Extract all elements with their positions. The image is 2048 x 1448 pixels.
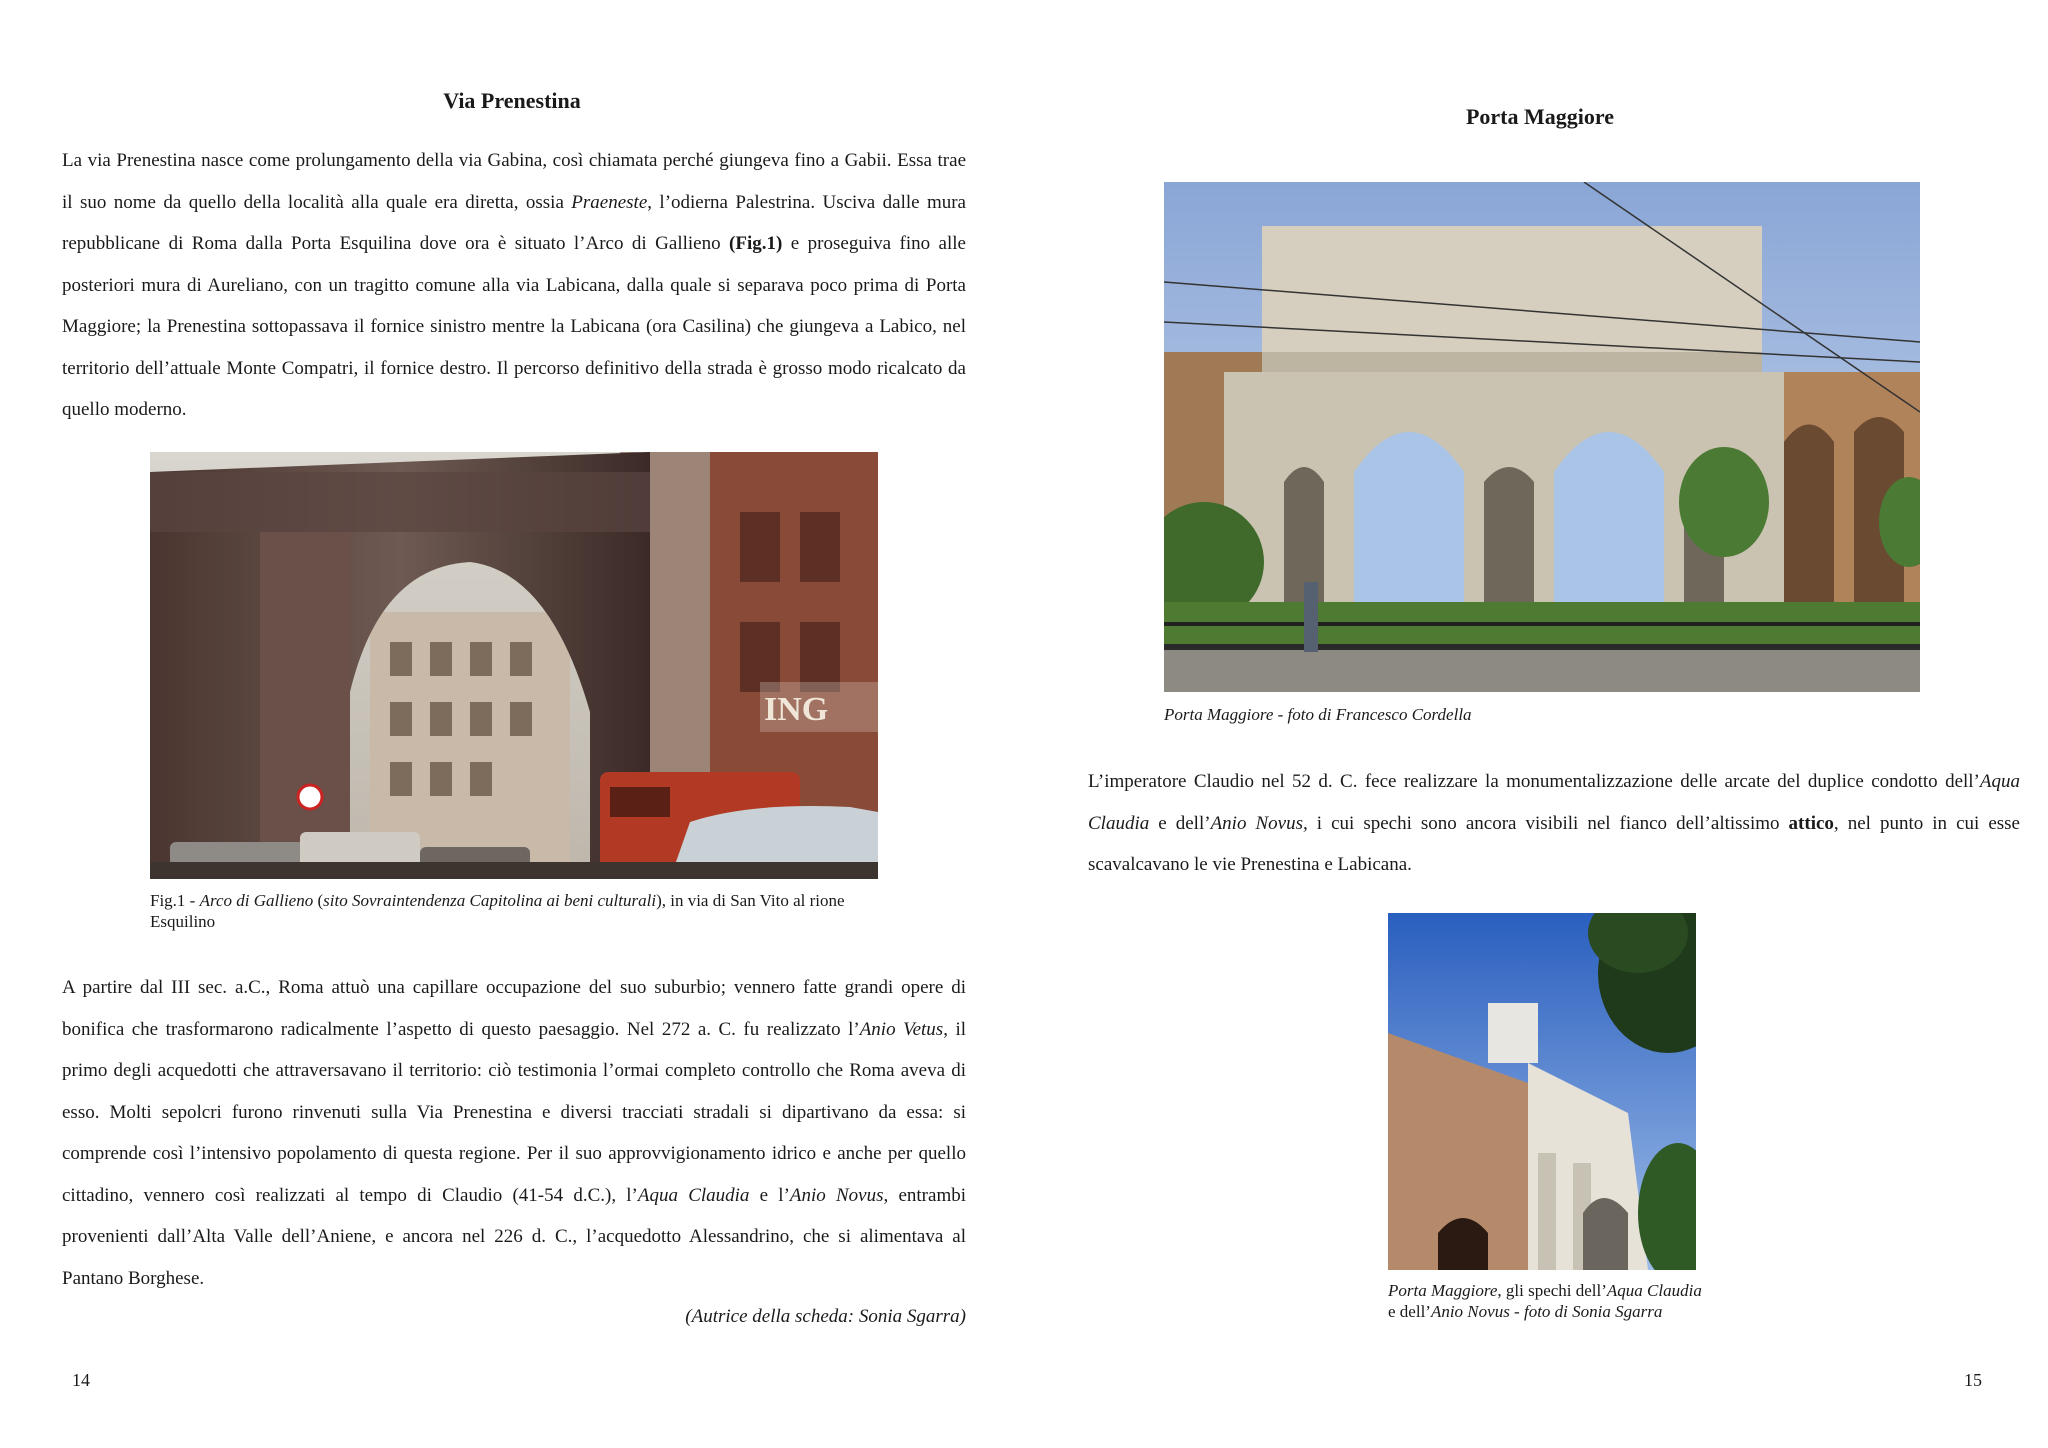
history-paragraph: A partire dal III sec. a.C., Roma attuò una capillare occupazione del suo suburbio; vennero fatte grandi opere di bonifica che trasformarono radicalmente l’aspetto di questo paesaggio. Nel 272 a. C. fu realizzato l’Anio Vetus, il primo degli acquedotti che attraversavano il territorio: ciò testimonia l’ormai completo controllo che Roma aveva di esso. Molti sepolcri furono rinvenuti sulla Via Prenestina e diversi tracciati stradali si dipartivano da essa: si comprende così l’intensivo popolamento di questa regione. Per il suo approvvigionamento idrico e anche per quello cittadino, vennero così realizzati al tempo di Claudio (41-54 d.C.), l’Aqua Claudia e l’Anio Novus, entrambi provenienti dall’Alta Valle dell’Aniene, e ancora nel 226 d. C., l’acquedotto Alessandrino, che si alimentava al Pantano Borghese. [62,977,967,1289]
claudio-paragraph: L’imperatore Claudio nel 52 d. C. fece realizzare la monumentalizzazione delle arcate del duplice condotto dell’Aqua Claudia e dell’Anio Novus, i cui spechi sono ancora visibili nel fianco dell’altissimo attico, nel punto in cui esse scavalcavano le vie Prenestina e Labicana. [1088,771,2020,875]
page-number-right: 15 [1964,1370,1982,1390]
right-page [1024,0,2048,1448]
arco-di-gallieno-photo [150,452,878,879]
fig1-caption: Fig.1 - Arco di Gallieno (sito Sovraintendenza Capitolina ai beni culturali), in via di San Vito al rione Esquilino [150,891,845,931]
photo1-caption: Porta Maggiore - foto di Francesco Cordella [1164,705,1472,724]
fig1-sign-text: ING [764,691,829,728]
author-signature: (Autrice della scheda: Sonia Sgarra) [685,1306,966,1327]
page-number-left: 14 [72,1370,90,1390]
photo2-caption: Porta Maggiore, gli spechi dell’Aqua Claudia e dell’Anio Novus - foto di Sonia Sgarra [1388,1281,1702,1321]
page-title: Via Prenestina [443,88,581,113]
page-title: Porta Maggiore [1465,104,1615,129]
porta-maggiore-spechi-photo [1388,913,1696,1270]
intro-paragraph: La via Prenestina nasce come prolungamento della via Gabina, così chiamata perché giungeva fino a Gabii. Essa trae il suo nome da quello della località alla quale era diretta, ossia Praeneste, l’odierna Palestrina. Usciva dalle mura repubblicane di Roma dalla Porta Esquilina dove ora è situato l’Arco di Gallieno (Fig.1) e proseguiva fino alle posteriori mura di Aureliano, con un tragitto comune alla via Labicana, dalla quale si separava poco prima di Porta Maggiore; la Prenestina sottopassava il fornice sinistro mentre la Labicana (ora Casilina) che giungeva a Labico, nel territorio dell’attuale Monte Compatri, il fornice destro. Il percorso definitivo della strada è grosso modo ricalcato da quello moderno. [62,150,966,420]
porta-maggiore-photo [1164,182,1920,692]
